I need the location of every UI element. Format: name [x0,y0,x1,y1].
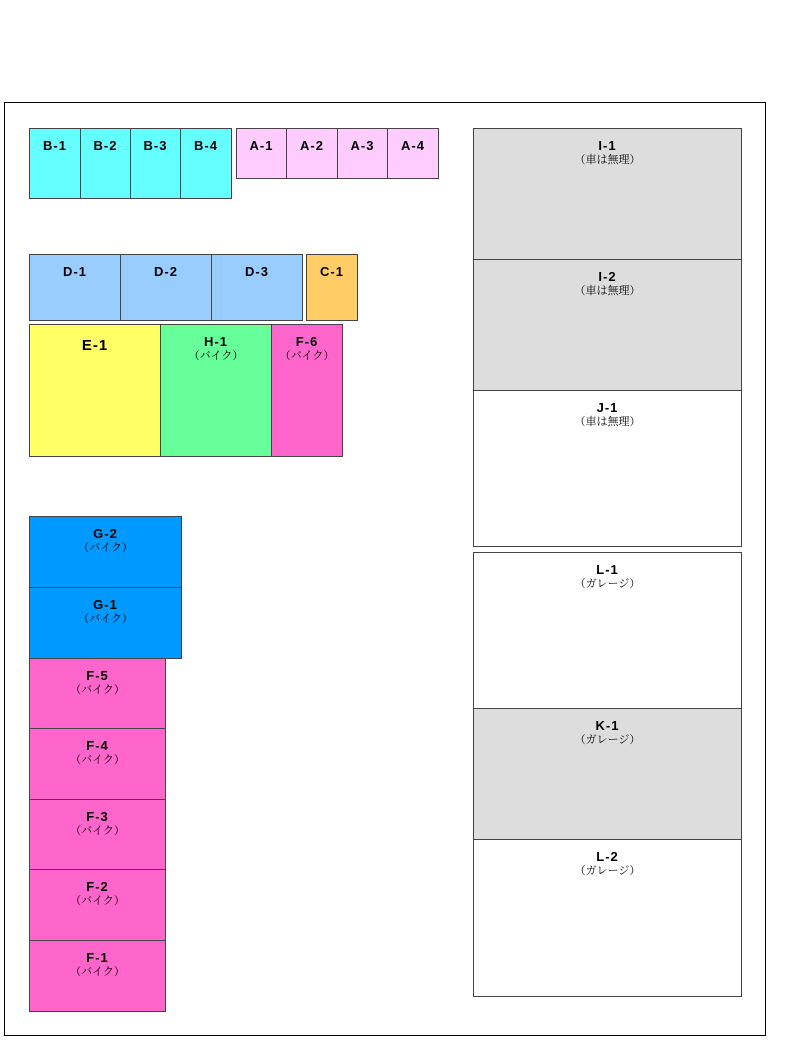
space-code: F-4 [86,738,109,753]
space-d-2[interactable] [120,254,212,321]
space-code: B-1 [43,138,67,153]
space-f-4[interactable] [29,728,166,800]
space-b-2[interactable] [80,128,131,199]
space-code: F-3 [86,809,109,824]
space-code: A-4 [401,138,425,153]
space-a-4[interactable] [387,128,439,179]
space-a-3[interactable] [337,128,388,179]
space-code: A-1 [249,138,274,153]
space-i-2[interactable] [473,259,742,391]
space-f-2[interactable] [29,869,166,941]
space-note: （バイク） [70,753,125,766]
space-code: F-5 [86,668,109,683]
space-code: F-2 [86,879,109,894]
space-code: B-3 [143,138,168,153]
space-a-2[interactable] [286,128,338,179]
space-code: G-2 [93,526,118,541]
space-g-1[interactable] [29,587,182,659]
space-code: I-1 [598,138,617,153]
space-note: （車は無理） [574,153,641,166]
space-code: E-1 [81,337,109,354]
space-code: A-2 [300,138,324,153]
space-note: （バイク） [70,894,125,907]
space-c-1[interactable] [306,254,358,321]
space-note: （ガレージ） [574,577,641,590]
space-j-1[interactable] [473,390,742,547]
space-code: H-1 [204,334,228,349]
space-note: （車は無理） [574,415,641,428]
space-a-1[interactable] [236,128,287,179]
space-note: （バイク） [78,612,133,625]
space-note: （ガレージ） [574,733,641,746]
space-code: B-2 [93,138,118,153]
space-code: I-2 [598,269,617,284]
space-code: G-1 [93,597,118,612]
space-g-2[interactable] [29,516,182,588]
space-f-5[interactable] [29,658,166,729]
space-h-1[interactable] [160,324,272,457]
space-note: （バイク） [78,541,133,554]
space-b-3[interactable] [130,128,181,199]
space-note: （バイク） [70,683,125,696]
space-code: C-1 [320,264,344,279]
space-d-3[interactable] [211,254,303,321]
space-note: （バイク） [70,824,125,837]
space-note: （バイク） [188,349,244,362]
space-f-6[interactable] [271,324,343,457]
space-code: F-6 [295,334,319,349]
space-l-1[interactable] [473,552,742,709]
space-d-1[interactable] [29,254,121,321]
space-f-3[interactable] [29,799,166,870]
space-note: （バイク） [279,349,335,362]
space-code: B-4 [194,138,218,153]
space-e-1[interactable] [29,324,161,457]
space-code: L-2 [596,849,619,864]
space-code: L-1 [596,562,619,577]
space-code: J-1 [596,400,619,415]
space-i-1[interactable] [473,128,742,260]
space-code: A-3 [350,138,375,153]
space-code: D-3 [245,264,269,279]
space-b-1[interactable] [29,128,81,199]
space-f-1[interactable] [29,940,166,1012]
space-note: （ガレージ） [574,864,641,877]
space-code: K-1 [595,718,620,733]
space-code: F-1 [86,950,109,965]
space-k-1[interactable] [473,708,742,840]
space-b-4[interactable] [180,128,232,199]
space-code: D-1 [63,264,87,279]
space-note: （バイク） [70,965,125,978]
space-l-2[interactable] [473,839,742,997]
space-code: D-2 [154,264,178,279]
space-note: （車は無理） [574,284,641,297]
